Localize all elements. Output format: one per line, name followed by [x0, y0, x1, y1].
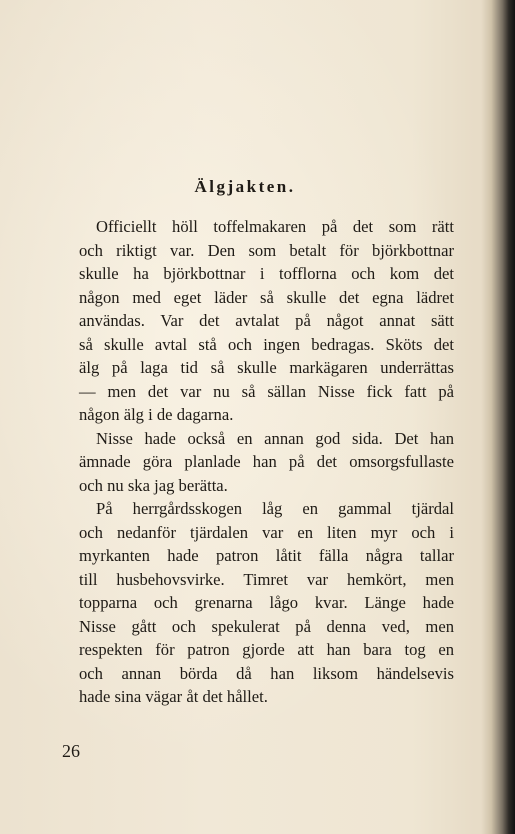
- text-line: till husbehovsvirke. Timret var hemkört, men: [79, 569, 454, 589]
- text-line: älg på laga tid så skulle markägaren underrättas: [79, 358, 454, 377]
- text-line: någon älg i de dagarna.: [79, 405, 234, 424]
- text-line: respekten för patron gjorde att han bara tog en: [79, 640, 454, 659]
- text-line: och nu ska jag berätta.: [79, 475, 228, 495]
- text-line: På herrgårdsskogen låg en gammal tjärdal: [96, 499, 454, 518]
- text-line: och riktigt var. Den som betalt för björkbottnar: [79, 240, 454, 260]
- text-line: så skulle avtal stå och ingen bedragas. Sköts det: [79, 334, 454, 354]
- body-text: [62, 215, 454, 709]
- paragraph-3: [62, 497, 454, 709]
- paragraph-1: [62, 215, 454, 427]
- text-line: — men det var nu så sällan Nisse fick fatt på: [79, 381, 454, 401]
- text-line: Officiellt höll toffelmakaren på det som rätt: [96, 217, 454, 236]
- book-binding-shadow: [481, 0, 515, 834]
- text-line: myrkanten hade patron låtit fälla några tallar: [79, 546, 454, 565]
- text-line: användas. Var det avtalat på något annat sätt: [79, 311, 454, 330]
- text-line: och annan börda då han liksom händelsevis: [79, 663, 454, 683]
- page-number: 26: [62, 741, 80, 761]
- text-line: någon med eget läder så skulle det egna lädret: [79, 287, 454, 307]
- text-line: ämnade göra planlade han på det omsorgsfullaste: [79, 452, 454, 471]
- text-line: skulle ha björkbottnar i tofflorna och kom det: [79, 264, 454, 283]
- text-line: hade sina vägar åt det hållet.: [79, 687, 268, 706]
- paragraph-2: [62, 427, 454, 498]
- text-line: topparna och grenarna lågo kvar. Länge hade: [79, 593, 454, 612]
- text-line: och nedanför tjärdalen var en liten myr och i: [79, 522, 454, 542]
- text-line: Nisse hade också en annan god sida. Det han: [96, 428, 454, 448]
- text-line: Nisse gått och spekulerat på denna ved, men: [79, 616, 454, 636]
- chapter-title: Älgjakten.: [194, 177, 296, 196]
